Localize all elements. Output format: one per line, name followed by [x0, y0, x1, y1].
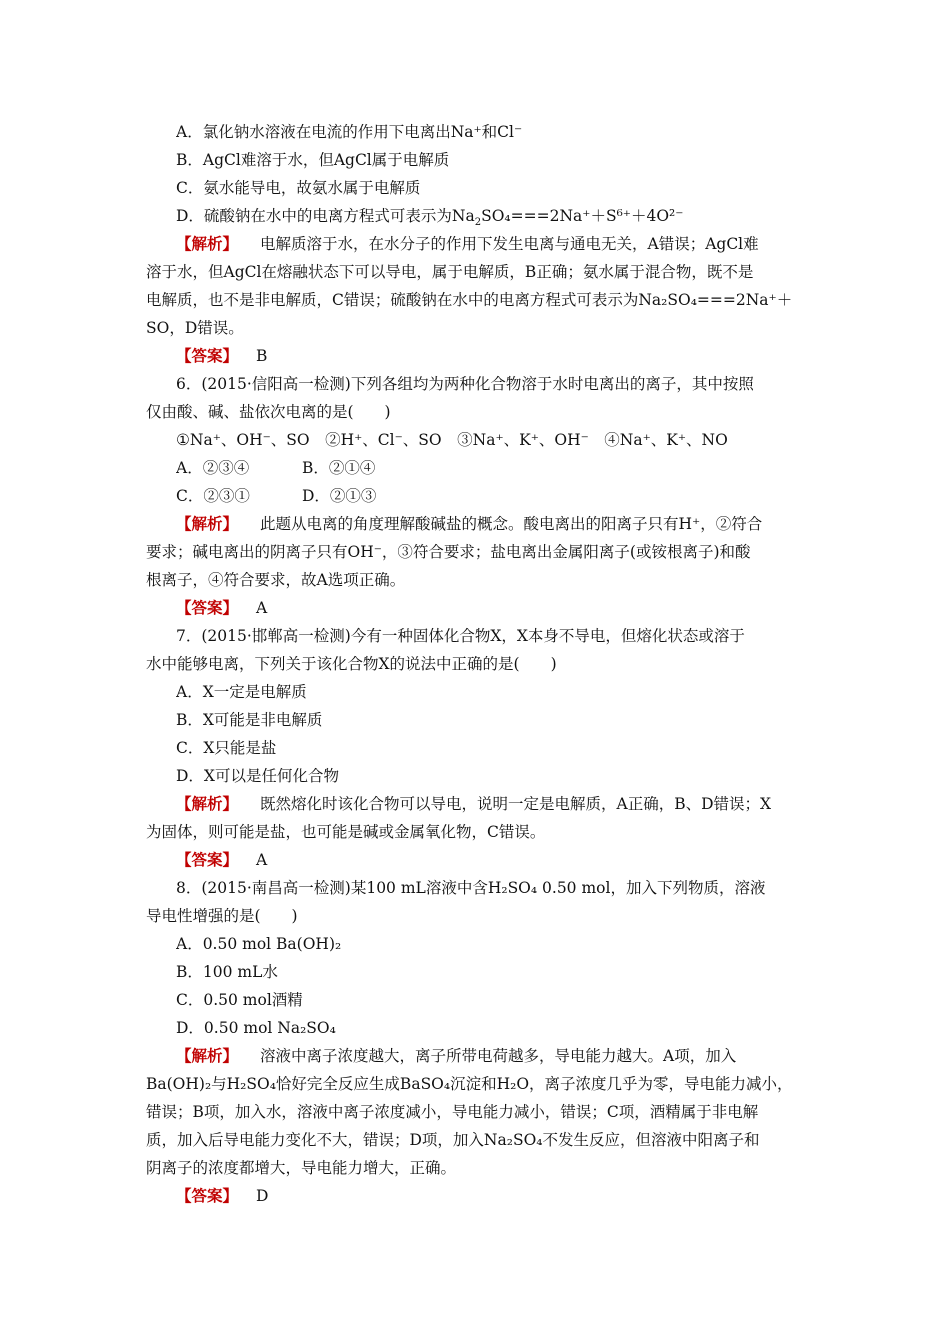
q6-answer-line: [176, 598, 808, 618]
q7-option-b: B．X可能是非电解质: [176, 711, 323, 729]
q5-analysis-line-1: [176, 234, 808, 254]
q7-analysis-line-2: 为固体，则可能是盐，也可能是碱或金属氧化物，C错误。: [146, 823, 546, 841]
q6-option-b: B．②①④: [302, 459, 376, 477]
q5-option-d: D．硫酸钠在水中的电离方程式可表示为$Na_2SO_4===2Na^++S^{6+}+4O^{2-}$: [176, 207, 684, 226]
q8-analysis-line-3: 错误；B项，加入水，溶液中离子浓度减小，导电能力减小，错误；C项，酒精属于非电解: [146, 1103, 759, 1121]
q7-option-c: C．X只能是盐: [176, 739, 277, 757]
q6-option-d: D．②①③: [302, 487, 377, 505]
q6-stem-line-1: 6．(2015·信阳高一检测)下列各组均为两种化合物溶于水时电离出的离子，其中按照: [176, 375, 754, 393]
q6-analysis-line-2: 要求；碱电离出的阴离子只有OH⁻，③符合要求；盐电离出金属阳离子(或铵根离子)和酸: [146, 543, 751, 561]
q7-analysis-line-1: [176, 794, 808, 814]
q5-answer-line: [176, 346, 808, 366]
q6-stem-line-2: 仅由酸、碱、盐依次电离的是( ): [146, 403, 391, 421]
q5-option-d-text: D．硫酸钠在水中的电离方程式可表示为Na: [176, 207, 475, 225]
q7-stem-line-1: 7．(2015·邯郸高一检测)今有一种固体化合物X，X本身不导电，但熔化状态或溶于: [176, 627, 745, 645]
q6-ion-groups: ①Na⁺、OH⁻、SO ②H⁺、Cl⁻、SO ③Na⁺、K⁺、OH⁻ ④Na⁺、K⁺、NO: [176, 431, 728, 449]
q5-answer-tag: 【答案】: [176, 346, 239, 365]
q7-analysis-text-1: 既然熔化时该化合物可以导电，说明一定是电解质，A正确，B、D错误；X: [260, 795, 772, 813]
q5-option-b: B．AgCl难溶于水，但AgCl属于电解质: [176, 151, 450, 169]
q8-analysis-line-5: 阴离子的浓度都增大，导电能力增大，正确。: [146, 1159, 457, 1177]
q7-answer-line: [176, 850, 808, 870]
q6-analysis-tag: 【解析】: [176, 514, 239, 533]
q7-answer-tag: 【答案】: [176, 850, 239, 869]
q8-stem-line-2: 导电性增强的是( ): [146, 907, 298, 925]
q5-option-a: A．氯化钠水溶液在电流的作用下电离出Na⁺和Cl⁻: [176, 123, 523, 141]
q6-answer-tag: 【答案】: [176, 598, 239, 617]
q8-answer-line: [176, 1186, 808, 1206]
q8-option-d: D．0.50 mol Na₂SO₄: [176, 1019, 336, 1037]
q8-option-a: A．0.50 mol Ba(OH)₂: [176, 935, 342, 953]
q7-stem-line-2: 水中能够电离，下列关于该化合物X的说法中正确的是( ): [146, 655, 557, 673]
q5-analysis-tag: 【解析】: [176, 234, 239, 253]
q8-stem-line-1: 8．(2015·南昌高一检测)某100 mL溶液中含H₂SO₄ 0.50 mol，加入下列物质，溶液: [176, 879, 766, 897]
q8-analysis-line-4: 质，加入后导电能力变化不大，错误；D项，加入Na₂SO₄不发生反应，但溶液中阳离子和: [146, 1131, 760, 1149]
q8-analysis-text-1: 溶液中离子浓度越大，离子所带电荷越多，导电能力越大。A项，加入: [260, 1047, 737, 1065]
q6-analysis-line-3: 根离子，④符合要求，故A选项正确。: [146, 571, 406, 589]
q5-analysis-line-4: SO，D错误。: [146, 319, 244, 337]
q5-analysis-line-2: 溶于水，但AgCl在熔融状态下可以导电，属于电解质，B正确；氨水属于混合物，既不是: [146, 263, 754, 281]
q6-analysis-line-1: [176, 514, 808, 534]
q8-analysis-line-1: [176, 1046, 808, 1066]
q8-option-c: C．0.50 mol酒精: [176, 991, 303, 1009]
q5-analysis-line-3: 电解质，也不是非电解质，C错误；硫酸钠在水中的电离方程式可表示为Na₂SO₄===2Na⁺＋: [146, 291, 793, 309]
q5-option-c: C．氨水能导电，故氨水属于电解质: [176, 179, 421, 197]
q8-answer-value: D: [256, 1187, 269, 1205]
q7-answer-value: A: [256, 851, 268, 869]
q8-answer-tag: 【答案】: [176, 1186, 239, 1205]
q5-answer-value: B: [256, 347, 268, 365]
q7-option-d: D．X可以是任何化合物: [176, 767, 339, 785]
q6-analysis-text-1: 此题从电离的角度理解酸碱盐的概念。酸电离出的阳离子只有H⁺，②符合: [260, 515, 763, 533]
q5-analysis-text-1: 电解质溶于水，在水分子的作用下发生电离与通电无关，A错误；AgCl难: [260, 235, 759, 253]
q6-options-row-1: [176, 458, 838, 478]
q5-option-d-equation: SO₄===2Na⁺＋S⁶⁺＋4O²⁻: [481, 207, 684, 225]
q6-options-row-2: [176, 486, 838, 506]
q8-analysis-tag: 【解析】: [176, 1046, 239, 1065]
q6-option-c: C．②③①: [176, 487, 250, 505]
q7-analysis-tag: 【解析】: [176, 794, 239, 813]
q6-option-a: A．②③④: [176, 459, 250, 477]
q8-option-b: B．100 mL水: [176, 963, 278, 981]
q7-option-a: A．X一定是电解质: [176, 683, 307, 701]
q6-answer-value: A: [256, 599, 268, 617]
q8-analysis-line-2: Ba(OH)₂与H₂SO₄恰好完全反应生成BaSO₄沉淀和H₂O，离子浓度几乎为零，导电能力减小，: [146, 1075, 793, 1093]
